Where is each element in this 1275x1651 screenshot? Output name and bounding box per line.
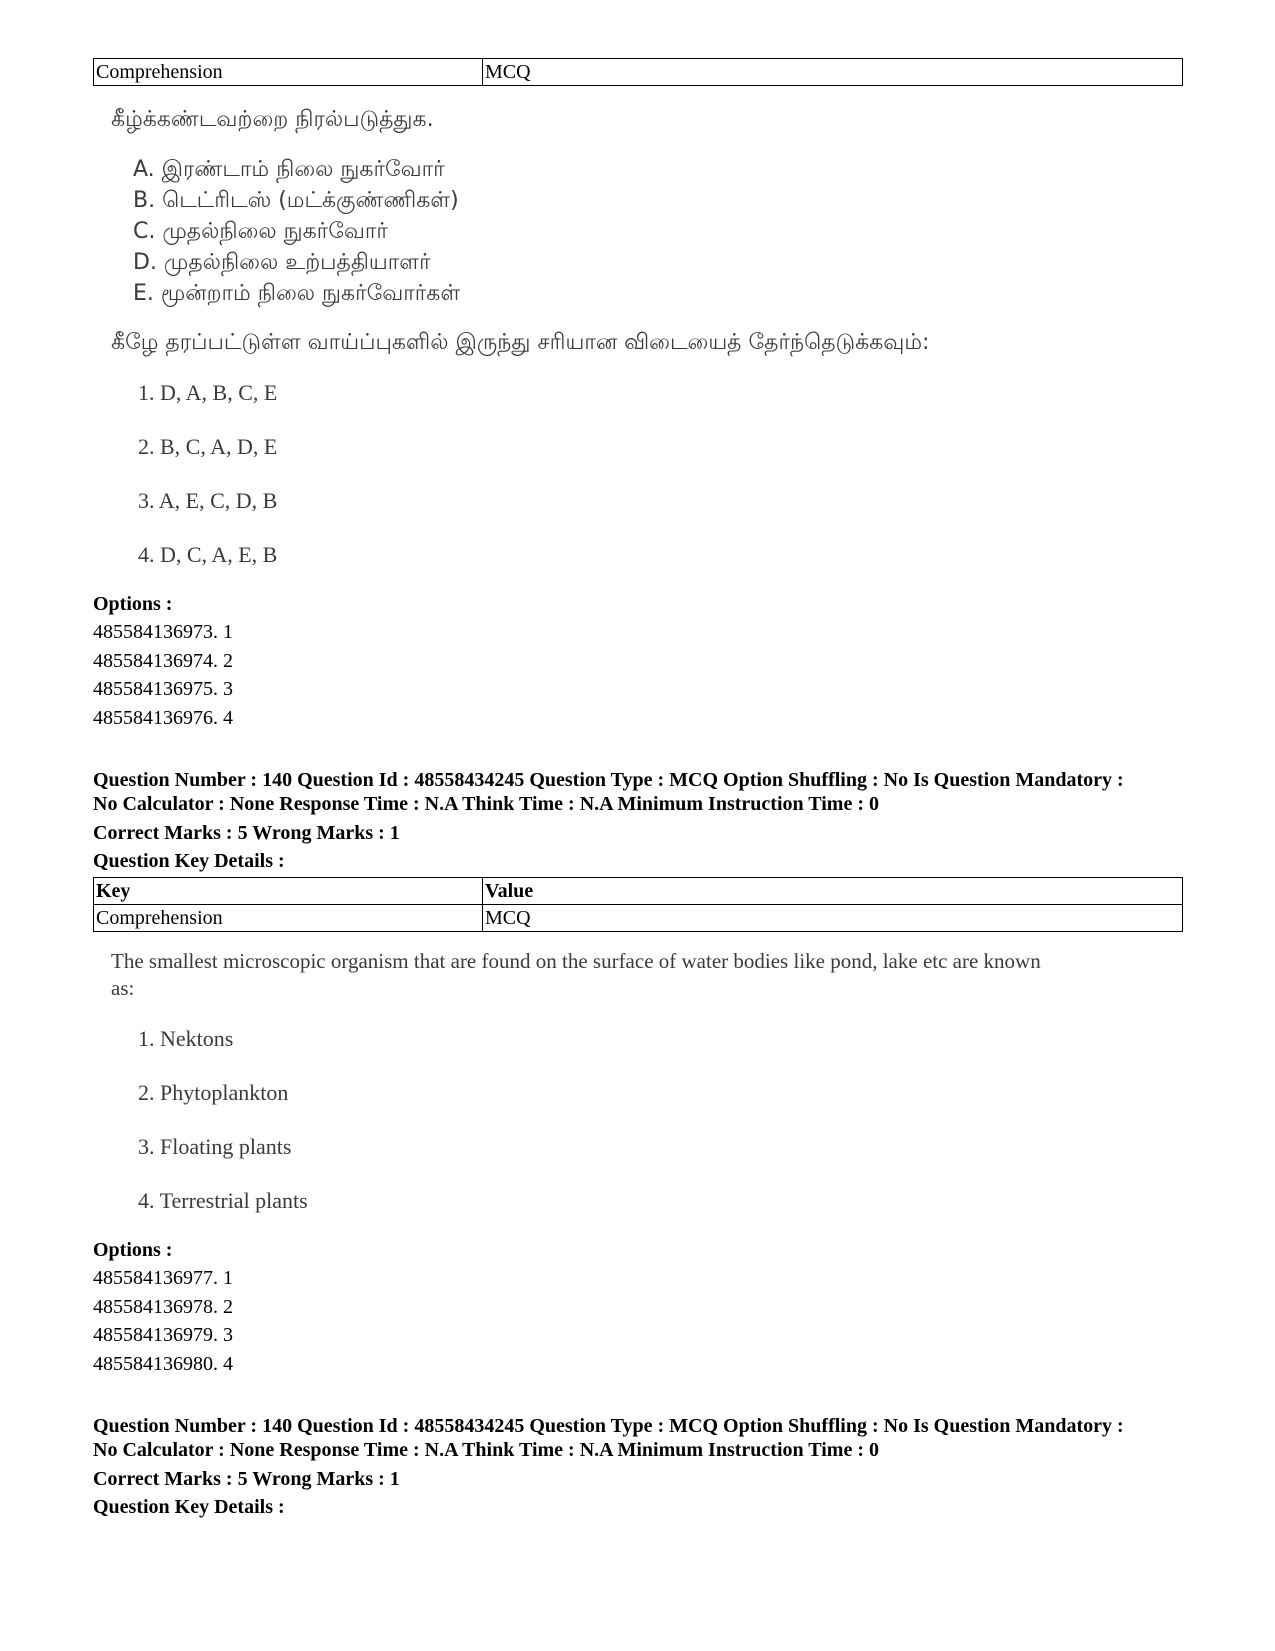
table-header-row xyxy=(94,878,1183,905)
options-label: Options : xyxy=(93,1239,173,1261)
question-prompt-line: The smallest microscopic organism that are found on the surface of water bodies like pond, lake etc are known xyxy=(111,949,1041,973)
choice-item: 2. Phytoplankton xyxy=(138,1080,289,1105)
question-key-table xyxy=(93,877,1183,932)
choice-item: 2. B, C, A, D, E xyxy=(138,434,278,459)
option-item: 485584136979. 3 xyxy=(93,1324,233,1346)
options-block xyxy=(93,1236,1183,1378)
statement-b: B. டெட்ரிடஸ் (மட்க்குண்ணிகள்) xyxy=(133,188,459,213)
choice-list xyxy=(93,1012,1183,1228)
question-paper-page xyxy=(93,58,1183,1521)
choice-item: 4. D, C, A, E, B xyxy=(138,542,278,567)
question-meta-line: No Calculator : None Response Time : N.A Think Time : N.A Minimum Instruction Time : 0 xyxy=(93,1439,879,1461)
value-cell: MCQ xyxy=(483,59,1183,86)
question-instruction: கீழே தரப்பட்டுள்ள வாய்ப்புகளில் இருந்து சரியான விடையைத் தேர்ந்தெடுக்கவும்: xyxy=(111,330,930,355)
choice-item: 1. D, A, B, C, E xyxy=(138,380,278,405)
key-details-label: Question Key Details : xyxy=(93,1496,285,1518)
marks-line: Correct Marks : 5 Wrong Marks : 1 xyxy=(93,1468,400,1490)
question-image-tamil xyxy=(93,106,1183,582)
question-meta-line: No Calculator : None Response Time : N.A Think Time : N.A Minimum Instruction Time : 0 xyxy=(93,793,879,815)
question-prompt xyxy=(111,948,1183,1002)
question-key-table xyxy=(93,58,1183,86)
key-cell: Comprehension xyxy=(94,59,483,86)
option-item: 485584136977. 1 xyxy=(93,1267,233,1289)
question-meta-line: Question Number : 140 Question Id : 48558434245 Question Type : MCQ Option Shuffling : No Is Question Mandatory : xyxy=(93,1415,1124,1437)
choice-item: 4. Terrestrial plants xyxy=(138,1188,308,1213)
statement-list xyxy=(93,154,1183,309)
option-item: 485584136978. 2 xyxy=(93,1295,233,1318)
table-row xyxy=(94,905,1183,932)
statement-d: D. முதல்நிலை உற்பத்தியாளர் xyxy=(133,250,431,275)
question-prompt: கீழ்க்கண்டவற்றை நிரல்படுத்துக. xyxy=(111,107,434,132)
choice-list xyxy=(93,366,1183,582)
question-meta xyxy=(93,1414,1183,1521)
statement-c: C. முதல்நிலை நுகர்வோர் xyxy=(133,219,388,244)
option-item: 485584136980. 4 xyxy=(93,1352,233,1375)
table-row xyxy=(94,59,1183,86)
question-meta-line: Question Number : 140 Question Id : 48558434245 Question Type : MCQ Option Shuffling : No Is Question Mandatory : xyxy=(93,769,1124,791)
value-cell: MCQ xyxy=(483,905,1183,932)
choice-item: 3. A, E, C, D, B xyxy=(138,488,278,513)
header-key: Key xyxy=(94,878,483,905)
question-meta xyxy=(93,768,1183,875)
statement-e: E. மூன்றாம் நிலை நுகர்வோர்கள் xyxy=(133,281,461,306)
choice-item: 3. Floating plants xyxy=(138,1134,292,1159)
question-image-english xyxy=(93,948,1183,1228)
option-item: 485584136976. 4 xyxy=(93,706,233,729)
options-block xyxy=(93,590,1183,732)
key-details-label: Question Key Details : xyxy=(93,850,285,872)
key-cell: Comprehension xyxy=(94,905,483,932)
marks-line: Correct Marks : 5 Wrong Marks : 1 xyxy=(93,822,400,844)
statement-a: A. இரண்டாம் நிலை நுகர்வோர் xyxy=(133,157,445,182)
choice-item: 1. Nektons xyxy=(138,1026,234,1051)
options-label: Options : xyxy=(93,593,173,615)
header-value: Value xyxy=(483,878,1183,905)
question-prompt-line: as: xyxy=(111,976,135,1000)
option-item: 485584136973. 1 xyxy=(93,621,233,643)
option-item: 485584136974. 2 xyxy=(93,649,233,672)
option-item: 485584136975. 3 xyxy=(93,678,233,700)
